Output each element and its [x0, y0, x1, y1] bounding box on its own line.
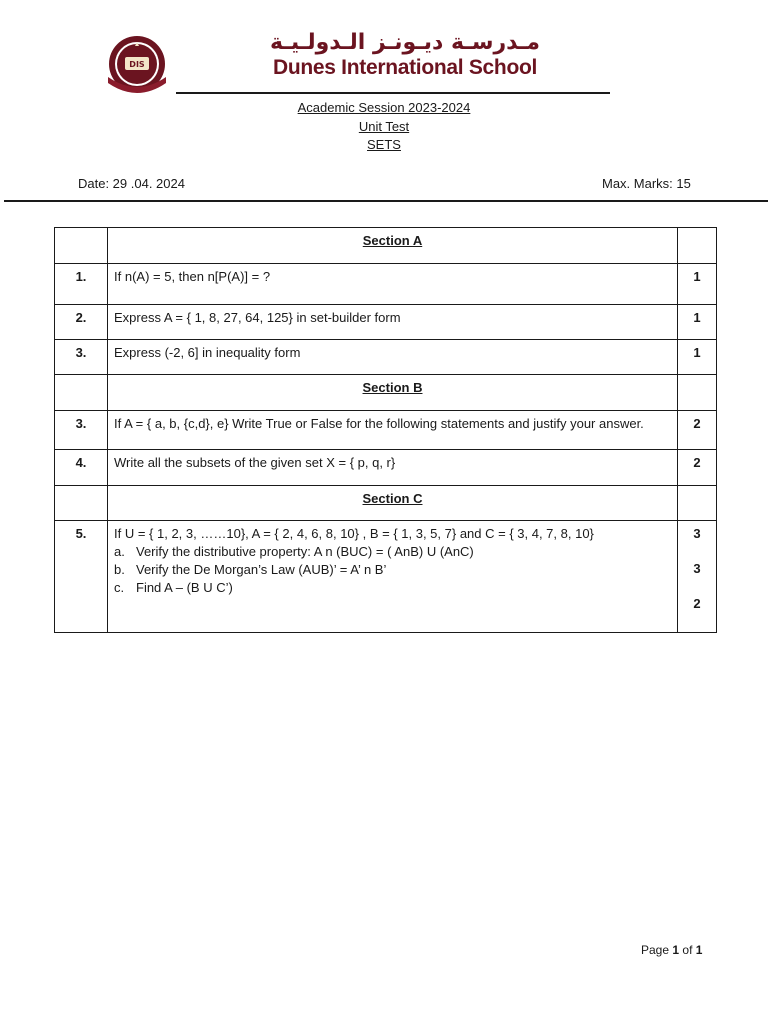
sub-question-text: Verify the De Morgan’s Law (AUB)’ = A’ n B’: [136, 562, 387, 577]
header-divider: [176, 92, 610, 94]
question-text: Express A = { 1, 8, 27, 64, 125} in set-builder form: [108, 305, 678, 340]
sub-question: [114, 561, 671, 579]
question-row: [55, 340, 717, 375]
question-row: [55, 450, 717, 486]
question-number: 2.: [55, 305, 108, 340]
page-current: 1: [672, 943, 680, 957]
question-row: [55, 305, 717, 340]
sub-question: [114, 579, 671, 597]
sub-question-marks: 2: [693, 596, 701, 611]
sub-question-text: Find A – (B U C’): [136, 580, 233, 595]
school-name-english: Dunes International School: [272, 56, 538, 79]
sub-question-marks: 3: [693, 561, 701, 576]
question-table: [54, 227, 717, 633]
sub-question-label: a.: [114, 544, 125, 559]
question-row: [55, 411, 717, 450]
question-text: Express (-2, 6] in inequality form: [108, 340, 678, 375]
session-title: Academic Session 2023-2024: [297, 100, 471, 115]
question-marks: 1: [678, 305, 717, 340]
section-row: [55, 486, 717, 521]
question-number: 5.: [55, 521, 108, 633]
sub-question-label: c.: [114, 580, 125, 595]
sub-question-marks: 3: [693, 526, 701, 541]
test-title: Unit Test: [358, 119, 410, 134]
section-c-title: Section C: [108, 486, 678, 521]
page-word: Page: [641, 943, 670, 957]
subject-title: SETS: [367, 137, 401, 152]
question-number: 3.: [55, 340, 108, 375]
question-number: 4.: [55, 450, 108, 486]
question-text: If n(A) = 5, then n[P(A)] = ?: [108, 264, 678, 305]
question-text: Write all the subsets of the given set X = { p, q, r}: [108, 450, 678, 486]
question-number: 3.: [55, 411, 108, 450]
page-number: [641, 943, 702, 957]
section-a-title: Section A: [108, 228, 678, 264]
of-word: of: [682, 943, 693, 957]
sub-question-text: Verify the distributive property: A n (BUC) = ( AnB) U (AnC): [136, 544, 474, 559]
question-marks: 2: [678, 411, 717, 450]
school-name-arabic: مـدرسـة ديـونـز الـدولـيـة: [270, 30, 540, 55]
question-marks: 1: [678, 264, 717, 305]
section-row: [55, 228, 717, 264]
section-b-title: Section B: [108, 375, 678, 411]
question-number: 1.: [55, 264, 108, 305]
logo-text: DIS: [129, 60, 145, 69]
question-marks: [678, 521, 717, 633]
question-marks: 1: [678, 340, 717, 375]
question-text: If A = { a, b, {c,d}, e} Write True or False for the following statements and justify your answer.: [108, 411, 678, 450]
page-total: 1: [695, 943, 703, 957]
school-logo: [104, 33, 170, 99]
question-row: [55, 264, 717, 305]
question-text: If U = { 1, 2, 3, ……10}, A = { 2, 4, 6, 8, 10} , B = { 1, 3, 5, 7} and C = { 3, 4, 7, 8, 10}: [114, 526, 594, 541]
page-divider: [4, 200, 768, 202]
sub-question: [114, 543, 671, 561]
question-body: [108, 521, 678, 633]
question-marks: 2: [678, 450, 717, 486]
section-row: [55, 375, 717, 411]
exam-date: Date: 29 .04. 2024: [78, 176, 185, 191]
sub-question-label: b.: [114, 562, 125, 577]
question-row: [55, 521, 717, 633]
max-marks: Max. Marks: 15: [602, 176, 691, 191]
